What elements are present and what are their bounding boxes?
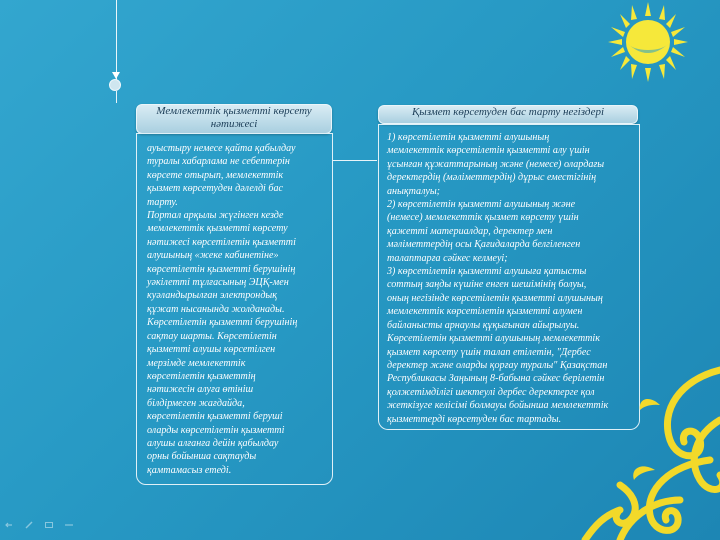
left-panel-title-box [136,104,332,134]
flow-node-circle [109,79,121,91]
right-panel-title: Қызмет көрсетуден бас тарту негіздері [411,106,605,118]
more-icon[interactable] [64,520,74,530]
left-panel-title: Мемлекеттік қызметті көрсету нәтижесі [156,105,312,130]
flow-line-horizontal [333,160,377,161]
slide-toolbar [4,520,74,532]
left-panel-content-box [136,133,333,485]
flow-connector [116,91,117,103]
slides-icon[interactable] [44,520,54,530]
right-panel-title-box [378,105,638,124]
back-arrow-icon[interactable] [4,520,14,530]
left-panel-text: ауыстыру немесе қайта қабылдау туралы хабарлама не себептерін көрсете отырып, мемлекеттік қызмет көрсетуден дәлелді бас тарту. Портал арқылы жүгінген кезде мемлекеттік қызметті көрсету нәтижесі көрсетілетін қызметті алушының «жеке кабинетіне» көрсетілетін қызметті берушінің уәкілетті тұлғасының ЭЦҚ-мен куәландырылған электрондық құжат нысанында жолданады. Көрсетілетін қызметті берушінің сақтау шарты. Көрсетілетін қызметті алушы көрсетілген мерзімде мемлекеттік көрсетілетін қызметтің нәтижесін алуға өтініш білдірмеген жағдайда, көрсетілетін қызметті беруші оларды көрсетілетін қызметті алушы алғанға дейін қабылдау орны бойынша сақтауды қамтамасыз етеді. [147,143,298,476]
right-panel-text: 1) көрсетілетін қызметті алушының мемлекеттік көрсетілетін қызметті алу үшін ұсынған құжаттарының және (немесе) олардағы деректердің (мәліметтердің) дұрыс еместігінің анықталуы; 2) көрсетілетін қызметті алушының және (немесе) мемлекеттік қызмет көрсету үшін қажетті материалдар, деректер мен мәліметтердің осы Қағидаларда белгіленген талаптарға сәйкес келмеуі; 3) көрсетілетін қызметті алушыға қатысты соттың заңды күшіне енген шешімінің болуы, оның негізінде көрсетілетін қызметті алушының мемлекеттік көрсетілетін қызметті алумен байланысты арнаулы құқығынан айырылуы. Көрсетілетін қызметті алушының мемлекеттік қызмет көрсету үшін талап етілетін, "Дербес деректер және оларды қорғау туралы" Қазақстан Республикасы Заңының 8-бабына сәйкес берілетін қолжетімділігі шектеулі дербес деректерге қол жеткізуге келісімі болмауы бойынша мемлекеттік қызметтерді көрсетуден бас тартады. [387,132,609,425]
kazakh-ornament-icon [560,350,720,540]
flow-arrow-icon [112,72,120,79]
flow-line-vertical [116,0,117,80]
sun-icon [598,0,708,96]
pen-icon[interactable] [24,520,34,530]
